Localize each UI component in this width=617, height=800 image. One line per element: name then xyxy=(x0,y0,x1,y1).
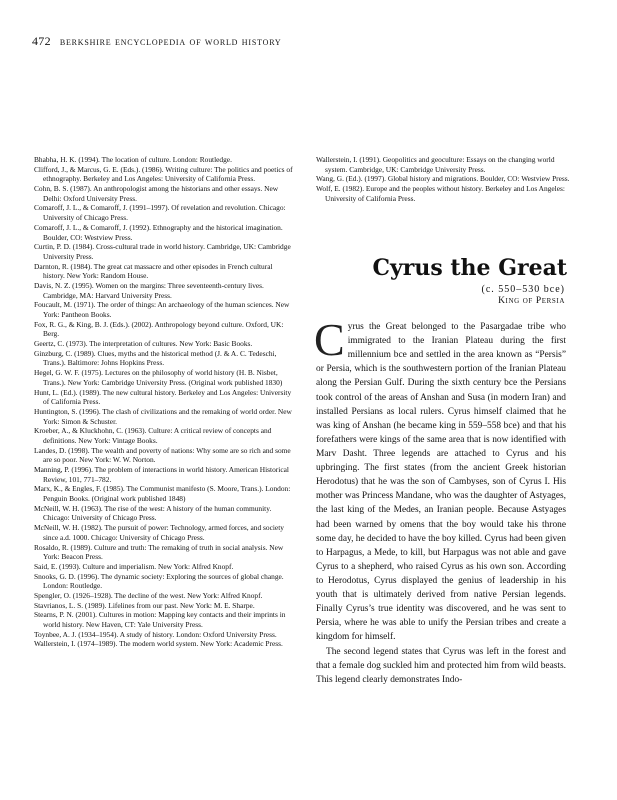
bibliography-entry: Manning, P. (1996). The problem of interactions in world history. American Historical Review, 101, 771–782. xyxy=(34,465,289,484)
article-subtitle: King of Persia xyxy=(498,296,565,306)
bibliography-entry: Cohn, B. S. (1987). An anthropologist among the historians and other essays. New Delhi: Oxford University Press. xyxy=(34,184,279,203)
bibliography-right-column xyxy=(316,155,570,203)
article-body xyxy=(314,314,566,687)
bibliography-entry: McNeill, W. H. (1963). The rise of the west: A history of the human community. Chicago: University of Chicago Press. xyxy=(34,503,272,523)
bibliography-entry: Geertz, C. (1973). The interpretation of cultures. New York: Basic Books. xyxy=(34,339,253,349)
running-title: berkshire encyclopedia of world history xyxy=(59,36,282,48)
paragraph-1 xyxy=(314,314,566,645)
bibliography-entry: Wolf, E. (1982). Europe and the peoples without history. Berkeley and Los Angeles: University of California Press. xyxy=(316,184,565,203)
bibliography-entry: Kroeber, A., & Kluckhohn, C. (1963). Culture: A critical review of concepts and definitions. New York: Vintage Books. xyxy=(34,426,272,445)
bibliography-entry: Clifford, J., & Marcus, G. E. (Eds.). (1986). Writing culture: The politics and poetics of ethnography. Berkeley and Los Angeles: University of California Press. xyxy=(34,164,293,184)
bibliography-entry: Hegel, G. W. F. (1975). Lectures on the philosophy of world history (H. B. Nisbet, Trans.). New York: Cambridge University Press. (Original work published 1830) xyxy=(34,368,283,387)
bibliography-entry: Fox, R. G., & King, B. J. (Eds.). (2002). Anthropology beyond culture. Oxford, UK: Berg. xyxy=(34,319,284,339)
drop-cap: C xyxy=(314,314,345,365)
bibliography-entry: Marx, K., & Engles, F. (1985). The Communist manifesto (S. Moore, Trans.). London: Penguin Books. (Original work published 1848) xyxy=(34,484,291,504)
paragraph-2: The second legend states that Cyrus was left in the forest and that a female dog suckled him and protected him from wild beasts. This legend clearly demonstrates Indo- xyxy=(316,646,566,685)
bibliography-entry: Huntington, S. (1996). The clash of civilizations and the remaking of world order. New York: Simon & Schuster. xyxy=(34,406,292,426)
bibliography-entry: Foucault, M. (1971). The order of things: An archaeology of the human sciences. New York: Pantheon Books. xyxy=(34,300,290,319)
bibliography-entry: Spengler, O. (1926–1928). The decline of the west. New York: Alfred Knopf. xyxy=(34,590,263,600)
bibliography-entry: Said, E. (1993). Culture and imperialism. New York: Alfred Knopf. xyxy=(34,561,234,571)
bibliography-entry: Stavrianos, L. S. (1989). Lifelines from our past. New York: M. E. Sharpe. xyxy=(34,600,255,610)
bibliography-entry: Curtin, P. D. (1984). Cross-cultural trade in world history. Cambridge, UK: Cambridge University Press. xyxy=(34,242,291,261)
bibliography-entry: Wallerstein, I. (1991). Geopolitics and geoculture: Essays on the changing world system. Cambridge, UK: Cambridge University Press. xyxy=(316,155,555,174)
bibliography-entry: Darnton, R. (1984). The great cat massacre and other episodes in French cultural history. New York: Random House. xyxy=(34,261,273,281)
bibliography-entry: Landes, D. (1998). The wealth and poverty of nations: Why some are so rich and some are so poor. New York: W. W. Norton. xyxy=(34,445,291,465)
bibliography-entry: Wallerstein, I. (1974–1989). The modern world system. New York: Academic Press. xyxy=(34,639,283,649)
bibliography-entry: Comaroff, J. L., & Comaroff, J. (1992). Ethnography and the historical imagination. Boulder, CO: Westview Press. xyxy=(34,222,283,242)
bibliography-entry: McNeill, W. H. (1982). The pursuit of power: Technology, armed forces, and society since a.d. 1000. Chicago: University of Chicago Press. xyxy=(34,523,284,542)
bibliography-left-column xyxy=(34,155,296,649)
paragraph-1-text: yrus the Great belonged to the Pasargadae tribe who immigrated to the Iranian Plateau during the first millennium bce and settled in the area known as “Persis” or Persia, which is the southwestern portion of the Iranian Plateau along the Persian Gulf. During the sixth century bce the Persians took control of the areas of Anshan and Susa (in modern Iran) and installed Persians as local rulers. Cyrus himself claimed that he was king of Anshan (he became king in 559–558 bce) and that his forefathers were kings of the same area that is now identified with Marv Dasht. Three legends are attached to Cyrus and his upbringing. The first states (from the ancient Greek historian Herodotus) that he was the son of Cambyses, son of Cyrus I. His mother was Princess Mandane, who was the daughter of Astyages, the last king of the Medes, an Iranian people. Because Astyages had been warned by omens that the boy would take his throne some day, he decided to have the boy killed. Cyrus had been given to Harpagus, a Mede, to kill, but Harpagus was not able and gave Cyrus to a shepherd, who raised Cyrus as his own son. According to Herodotus, Cyrus displayed the genius of leadership in his youth that is ultimately derived from native Persian legends. Finally Cyrus’s true identity was discovered, and he was sent to Persia, where he was able to unify the Persian tribes and create a kingdom for himself. xyxy=(316,322,566,643)
article-title: Cyrus the Great xyxy=(372,255,567,281)
running-header xyxy=(32,34,281,49)
bibliography-entry: Bhabha, H. K. (1994). The location of culture. London: Routledge. xyxy=(34,155,232,164)
bibliography-entry: Comaroff, J. L., & Comaroff, J. (1991–1997). Of revelation and revolution. Chicago: University of Chicago Press. xyxy=(34,203,286,223)
bibliography-entry: Snooks, G. D. (1996). The dynamic society: Exploring the sources of global change. London: Routledge. xyxy=(34,571,284,591)
page-number: 472 xyxy=(32,34,51,48)
bibliography-entry: Hunt, L. (Ed.). (1989). The new cultural history. Berkeley and Los Angeles: University of California Press. xyxy=(34,387,292,407)
bibliography-entry: Stearns, P. N. (2001). Cultures in motion: Mapping key contacts and their imprints in world history. New Haven, CT: Yale University Press. xyxy=(34,610,286,629)
bibliography-entry: Ginzburg, C. (1989). Clues, myths and the historical method (J. & A. C. Tedeschi, Trans.). Baltimore: Johns Hopkins Press. xyxy=(34,348,277,368)
article-dates: (c. 550–530 bce) xyxy=(481,284,565,295)
bibliography-entry: Rosaldo, R. (1989). Culture and truth: The remaking of truth in social analysis. New York: Beacon Press. xyxy=(34,542,284,562)
bibliography-entry: Wang, G. (Ed.). (1997). Global history and migrations. Boulder, CO: Westview Press. xyxy=(316,174,570,184)
bibliography-entry: Toynbee, A. J. (1934–1954). A study of history. London: Oxford University Press. xyxy=(34,629,277,639)
bibliography-entry: Davis, N. Z. (1995). Women on the margins: Three seventeenth-century lives. Cambridge, MA: Harvard University Press. xyxy=(34,280,264,300)
